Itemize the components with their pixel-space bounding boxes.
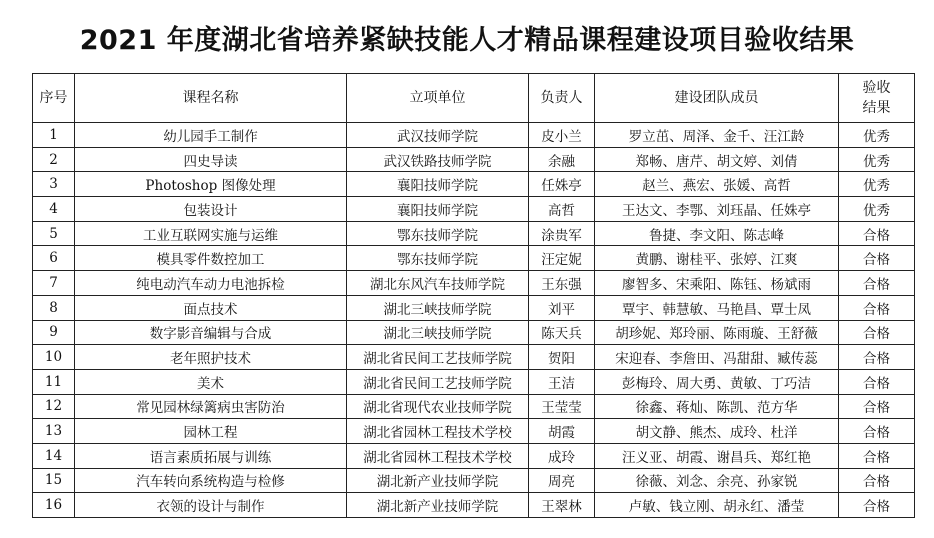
unit-cell: 湖北省民间工艺技师学院 [347,369,529,394]
table-row [33,369,915,394]
result-cell: 合格 [839,369,915,394]
course-name-cell: 园林工程 [75,419,347,444]
team-members-cell: 赵兰、燕宏、张媛、高哲 [595,172,839,197]
table-row [33,493,915,518]
course-name-cell: 汽车转向系统构造与检修 [75,468,347,493]
row-number-cell: 4 [33,197,75,222]
leader-cell: 成玲 [529,443,595,468]
course-name-cell: 衣领的设计与制作 [75,493,347,518]
course-name-cell: 四史导读 [75,147,347,172]
row-number-cell: 2 [33,147,75,172]
result-cell: 优秀 [839,147,915,172]
leader-cell: 刘平 [529,295,595,320]
table-row [33,172,915,197]
leader-cell: 周亮 [529,468,595,493]
course-name-cell: 面点技术 [75,295,347,320]
course-name-cell: 常见园林绿篱病虫害防治 [75,394,347,419]
team-members-cell: 罗立茁、周泽、金千、汪江龄 [595,123,839,148]
course-name-cell: 纯电动汽车动力电池拆检 [75,271,347,296]
leader-cell: 高哲 [529,197,595,222]
leader-cell: 余融 [529,147,595,172]
team-members-cell: 胡珍妮、郑玲丽、陈雨璇、王舒薇 [595,320,839,345]
leader-cell: 王莹莹 [529,394,595,419]
page-title: 2021 年度湖北省培养紧缺技能人才精品课程建设项目验收结果 [79,25,855,56]
unit-cell: 武汉铁路技师学院 [347,147,529,172]
result-cell: 合格 [839,443,915,468]
row-number-cell: 9 [33,320,75,345]
table-row [33,320,915,345]
row-number-cell: 10 [33,345,75,370]
column-header-leader: 负责人 [529,74,595,123]
row-number-cell: 11 [33,369,75,394]
table-row [33,271,915,296]
team-members-cell: 廖智多、宋乘阳、陈钰、杨斌雨 [595,271,839,296]
results-table [32,73,915,518]
column-header-result-line1: 验收 [862,80,891,96]
leader-cell: 王翠林 [529,493,595,518]
leader-cell: 胡霞 [529,419,595,444]
table-row [33,221,915,246]
row-number-cell: 8 [33,295,75,320]
row-number-cell: 13 [33,419,75,444]
course-name-cell: 工业互联网实施与运维 [75,221,347,246]
course-name-cell: 包装设计 [75,197,347,222]
course-name-cell: 模具零件数控加工 [75,246,347,271]
unit-cell: 湖北三峡技师学院 [347,320,529,345]
unit-cell: 襄阳技师学院 [347,197,529,222]
result-cell: 合格 [839,320,915,345]
team-members-cell: 覃宇、韩慧敏、马艳昌、覃士凤 [595,295,839,320]
unit-cell: 鄂东技师学院 [347,246,529,271]
table-row [33,295,915,320]
result-cell: 合格 [839,246,915,271]
column-header-unit: 立项单位 [347,74,529,123]
table-row [33,197,915,222]
table-row [33,419,915,444]
result-cell: 合格 [839,271,915,296]
unit-cell: 湖北三峡技师学院 [347,295,529,320]
table-row [33,468,915,493]
row-number-cell: 1 [33,123,75,148]
leader-cell: 汪定妮 [529,246,595,271]
team-members-cell: 鲁捷、李文阳、陈志峰 [595,221,839,246]
table-header-row [33,74,915,123]
unit-cell: 湖北新产业技师学院 [347,493,529,518]
team-members-cell: 胡文静、熊杰、成玲、杜洋 [595,419,839,444]
leader-cell: 王洁 [529,369,595,394]
team-members-cell: 徐鑫、蒋灿、陈凯、范方华 [595,394,839,419]
table-row [33,394,915,419]
result-cell: 优秀 [839,197,915,222]
unit-cell: 湖北东风汽车技师学院 [347,271,529,296]
leader-cell: 皮小兰 [529,123,595,148]
unit-cell: 湖北省园林工程技术学校 [347,419,529,444]
row-number-cell: 7 [33,271,75,296]
table-row [33,246,915,271]
unit-cell: 湖北新产业技师学院 [347,468,529,493]
result-cell: 优秀 [839,172,915,197]
row-number-cell: 12 [33,394,75,419]
unit-cell: 湖北省民间工艺技师学院 [347,345,529,370]
row-number-cell: 15 [33,468,75,493]
leader-cell: 贺阳 [529,345,595,370]
leader-cell: 涂贵军 [529,221,595,246]
column-header-result-line2: 结果 [862,100,891,116]
result-cell: 合格 [839,394,915,419]
team-members-cell: 彭梅玲、周大勇、黄敏、丁巧洁 [595,369,839,394]
team-members-cell: 宋迎春、李詹田、冯甜甜、臧传蕊 [595,345,839,370]
leader-cell: 王东强 [529,271,595,296]
course-name-cell: 美术 [75,369,347,394]
team-members-cell: 郑畅、唐芹、胡文婷、刘倩 [595,147,839,172]
column-header-team: 建设团队成员 [595,74,839,123]
team-members-cell: 徐薇、刘念、余亮、孙家锐 [595,468,839,493]
table-body [33,123,915,518]
unit-cell: 湖北省园林工程技术学校 [347,443,529,468]
unit-cell: 湖北省现代农业技师学院 [347,394,529,419]
result-cell: 合格 [839,493,915,518]
course-name-cell: 语言素质拓展与训练 [75,443,347,468]
course-name-cell: Photoshop 图像处理 [75,172,347,197]
row-number-cell: 3 [33,172,75,197]
course-name-cell: 幼儿园手工制作 [75,123,347,148]
course-name-cell: 老年照护技术 [75,345,347,370]
result-cell: 合格 [839,419,915,444]
unit-cell: 武汉技师学院 [347,123,529,148]
team-members-cell: 卢敏、钱立刚、胡永红、潘莹 [595,493,839,518]
result-cell: 合格 [839,468,915,493]
table-row [33,123,915,148]
unit-cell: 鄂东技师学院 [347,221,529,246]
table-row [33,147,915,172]
column-header-course: 课程名称 [75,74,347,123]
leader-cell: 任姝亭 [529,172,595,197]
team-members-cell: 汪义亚、胡霞、谢昌兵、郑红艳 [595,443,839,468]
unit-cell: 襄阳技师学院 [347,172,529,197]
result-cell: 合格 [839,295,915,320]
result-cell: 优秀 [839,123,915,148]
team-members-cell: 黄鹏、谢桂平、张婷、江爽 [595,246,839,271]
row-number-cell: 5 [33,221,75,246]
row-number-cell: 16 [33,493,75,518]
leader-cell: 陈天兵 [529,320,595,345]
table-row [33,345,915,370]
team-members-cell: 王达文、李鄂、刘珏晶、任姝亭 [595,197,839,222]
column-header-result [839,74,915,123]
result-cell: 合格 [839,221,915,246]
column-header-no: 序号 [33,74,75,123]
row-number-cell: 6 [33,246,75,271]
row-number-cell: 14 [33,443,75,468]
table-row [33,443,915,468]
result-cell: 合格 [839,345,915,370]
course-name-cell: 数字影音编辑与合成 [75,320,347,345]
